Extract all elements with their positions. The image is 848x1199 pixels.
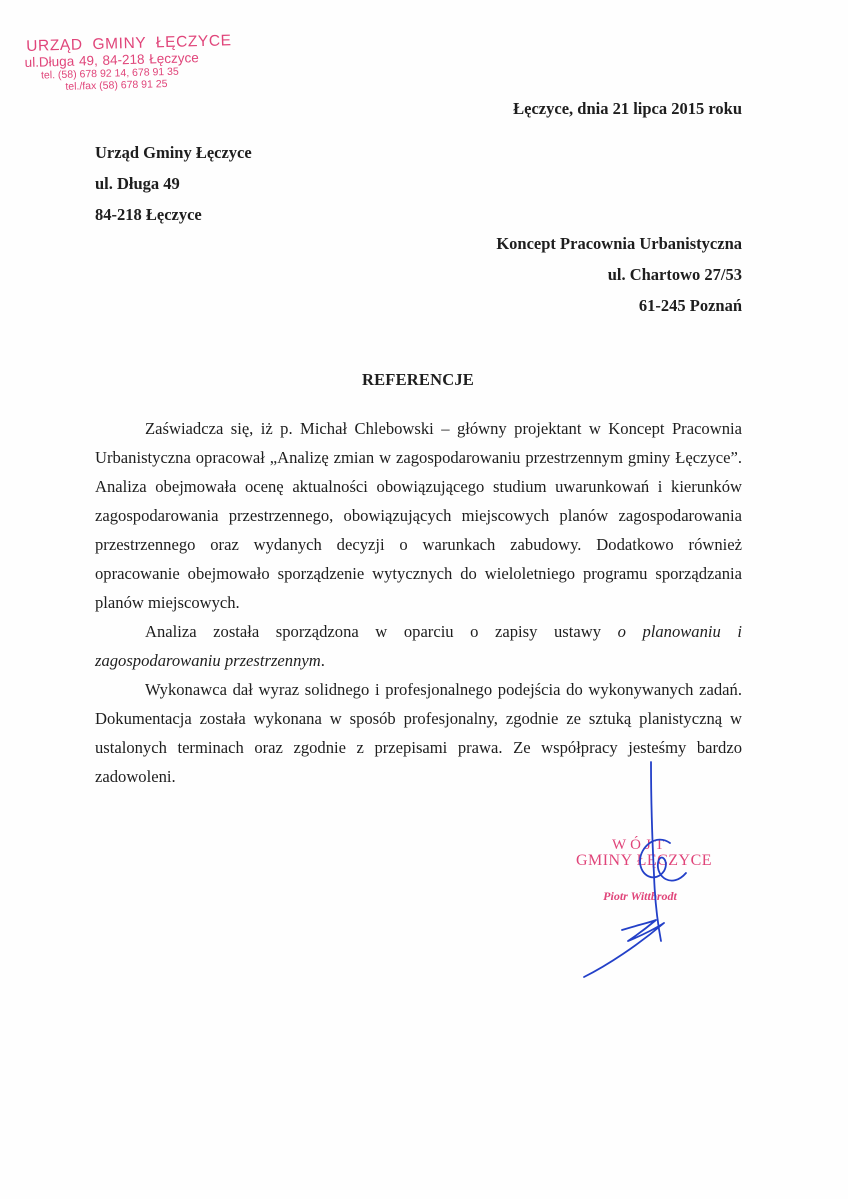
recipient-street: ul. Chartowo 27/53 [607, 265, 742, 284]
stamp-phone: tel. (58) 678 92 14, 678 91 35 [40, 65, 179, 82]
paragraph-2-text: Analiza została sporządzona w oparciu o zapisy ustawy [145, 622, 618, 641]
sender-name: Urząd Gminy Łęczyce [95, 143, 252, 162]
stamp-title: WÓJT [612, 837, 668, 853]
stamp-address: ul.Długa 49, 84-218 Łęczyce [24, 50, 199, 70]
signature-stamp-graphic [548, 755, 748, 985]
paragraph-3: Wykonawca dał wyraz solidnego i profesjonalnego podejścia do wykonywanych zadań. Dokumentacja została wykonana w sposób profesjonalny, zgodnie ze sztuką planistyczną w ustalonych terminach oraz zgodnie z przepisami prawa. Ze współpracy jesteśmy bardzo zadowoleni. [95, 680, 742, 786]
office-header-stamp [24, 32, 233, 94]
letter-body [95, 414, 742, 791]
stamp-office-name: URZĄD GMINY ŁĘCZYCE [25, 32, 232, 55]
sender-street: ul. Długa 49 [95, 174, 180, 193]
recipient-name: Koncept Pracownia Urbanistyczna [496, 234, 742, 253]
paragraph-1: Zaświadcza się, iż p. Michał Chlebowski – główny projektant w Koncept Pracownia Urbanistyczna opracował „Analizę zmian w zagospodarowaniu przestrzennym gminy Łęczyce”. Analiza obejmowała ocenę aktualności obowiązującego studium uwarunkowań i kierunków zagospodarowania przestrzennego, obowiązujących miejscowych planów zagospodarowania przestrzennego oraz wydanych decyzji o warunkach zabudowy. Dodatkowo również opracowanie obejmowało sporządzenie wytycznych do wieloletniego programu sporządzania planów miejscowych. [95, 419, 742, 612]
stamp-person-name: Piotr Wittbrodt [603, 889, 677, 903]
act-title-italic: o planowaniu i zagospodarowaniu przestrzennym [95, 622, 742, 670]
recipient-city: 61-245 Poznań [638, 296, 742, 315]
stamp-fax: tel./fax (58) 678 91 25 [65, 78, 168, 93]
letter-title: REFERENCJE [361, 370, 474, 389]
paragraph-2 [95, 617, 742, 675]
official-stamp [576, 836, 712, 903]
stamp-office: GMINY ŁĘCZYCE [575, 852, 713, 869]
handwritten-signature [584, 762, 686, 977]
recipient-address [496, 233, 742, 326]
paragraph-2-end: . [320, 651, 325, 670]
signature-block [548, 755, 748, 985]
date-line: Łęczyce, dnia 21 lipca 2015 roku [513, 99, 742, 118]
sender-address [95, 142, 252, 235]
sender-city: 84-218 Łęczyce [95, 205, 202, 224]
